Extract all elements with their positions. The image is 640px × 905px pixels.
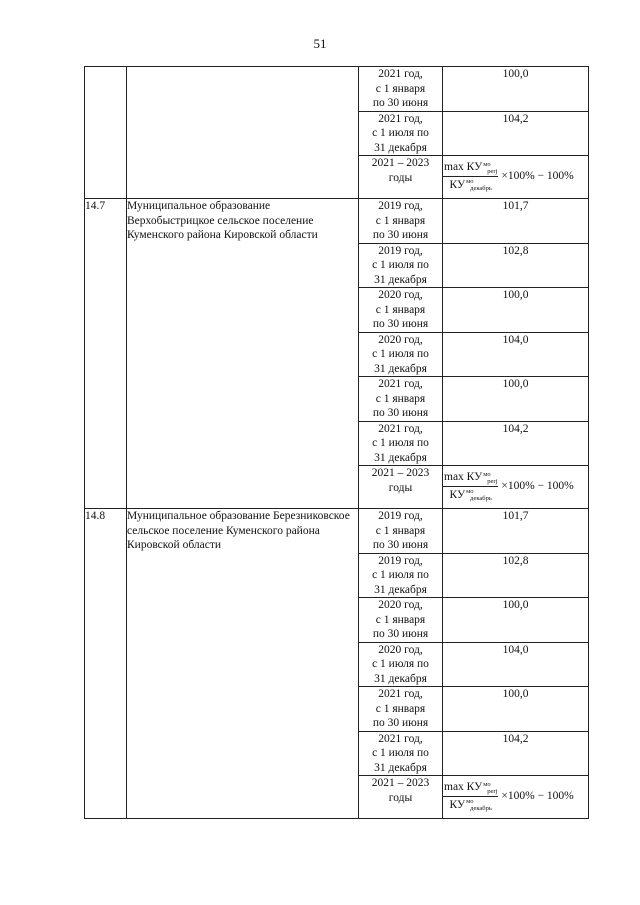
municipality-cell (127, 67, 359, 199)
formula-sup: мо (483, 780, 491, 788)
table-row (85, 67, 589, 112)
period-line: с 1 июля по (372, 569, 429, 581)
value-cell: 101,7 (443, 199, 589, 244)
formula-numerator: max КУ мо perj (444, 780, 498, 795)
formula-sup: мо (483, 160, 491, 168)
period-cell (359, 377, 443, 422)
municipality-cell: Муниципальное образование Верхобыстрицкое сельское поселение Куменского района Кировской области (127, 199, 359, 509)
formula-sup: мо (466, 487, 474, 495)
formula-sub: декабрь (470, 184, 492, 192)
value-cell: 100,0 (443, 377, 589, 422)
period-line: по 30 июня (372, 628, 429, 640)
period-line: с 1 января (375, 82, 426, 95)
value-cell (443, 776, 589, 819)
index-formula (443, 466, 588, 506)
index-formula (443, 776, 588, 816)
period-line: 31 декабря (374, 362, 427, 375)
period-line: 2021 год, (378, 112, 423, 125)
formula-denominator: КУ мо декабрь (449, 797, 492, 812)
period-cell (359, 509, 443, 554)
period-line: 31 декабря (374, 761, 427, 774)
formula-sub: декабрь (470, 804, 492, 812)
period-line: 2020 год, (378, 599, 423, 611)
period-line: с 1 января (375, 214, 426, 227)
value-cell: 101,7 (443, 509, 589, 554)
period-line: с 1 июля по (372, 437, 429, 449)
formula-fraction (443, 160, 498, 192)
period-cell (359, 776, 443, 819)
period-line: с 1 января (375, 702, 426, 715)
period-cell (359, 111, 443, 156)
value-cell (443, 466, 589, 509)
period-line: 2020 год, (378, 333, 423, 346)
period-cell (359, 332, 443, 377)
tariff-index-table (84, 66, 589, 819)
item-number-cell: 14.7 (85, 199, 127, 509)
period-line: 31 декабря (374, 672, 427, 685)
period-cell (359, 466, 443, 509)
formula-numerator: max КУ мо perj (444, 160, 498, 175)
value-cell: 100,0 (443, 687, 589, 732)
period-line: 31 декабря (374, 583, 427, 596)
period-line: годы (388, 791, 413, 804)
period-line: 31 декабря (374, 273, 427, 286)
period-cell (359, 156, 443, 199)
formula-denominator-indices (466, 798, 492, 812)
value-cell (443, 156, 589, 199)
formula-fraction (443, 780, 498, 812)
formula-denominator: КУ мо декабрь (449, 177, 492, 192)
formula-sub: perj (487, 477, 498, 485)
period-line: по 30 июня (372, 229, 429, 241)
period-line: с 1 июля по (372, 348, 429, 360)
value-cell: 100,0 (443, 598, 589, 643)
page-number: 51 (313, 36, 327, 51)
period-cell (359, 598, 443, 643)
period-line: с 1 июля по (372, 747, 429, 759)
item-number-cell (85, 67, 127, 199)
period-line: 2021 – 2023 (371, 777, 430, 789)
period-cell (359, 421, 443, 466)
period-line: 2021 год, (378, 422, 423, 435)
period-line: 2019 год, (378, 200, 423, 212)
item-number-cell: 14.8 (85, 509, 127, 819)
period-cell (359, 731, 443, 776)
formula-tail: ×100% − 100% (501, 789, 574, 802)
municipality-cell: Муниципальное образование Березниковское сельское поселение Куменского района Кировской области (127, 509, 359, 819)
formula-numerator-indices (483, 781, 497, 795)
period-cell (359, 199, 443, 244)
index-formula (443, 156, 588, 196)
period-line: с 1 июля по (372, 127, 429, 139)
period-line: 2020 год, (378, 289, 423, 301)
value-cell: 104,2 (443, 731, 589, 776)
period-line: по 30 июня (372, 717, 429, 729)
value-cell: 104,2 (443, 111, 589, 156)
period-line: с 1 июля по (372, 658, 429, 670)
formula-sup: мо (483, 470, 491, 478)
formula-tail: ×100% − 100% (501, 479, 574, 492)
period-cell (359, 67, 443, 112)
period-line: с 1 января (375, 524, 426, 537)
period-line: 31 декабря (374, 451, 427, 464)
period-line: 2019 год, (378, 554, 423, 567)
period-line: годы (388, 481, 413, 494)
period-line: по 30 июня (372, 318, 429, 330)
period-line: по 30 июня (372, 97, 429, 109)
formula-sup: мо (466, 177, 474, 185)
period-line: с 1 июля по (372, 259, 429, 271)
period-line: годы (388, 171, 413, 184)
formula-denominator-indices (466, 178, 492, 192)
formula-tail: ×100% − 100% (501, 169, 574, 182)
period-line: по 30 июня (372, 407, 429, 419)
value-cell: 104,0 (443, 642, 589, 687)
value-cell: 100,0 (443, 67, 589, 112)
period-cell (359, 243, 443, 288)
period-line: с 1 января (375, 392, 426, 405)
formula-numerator-indices (483, 161, 497, 175)
period-cell (359, 288, 443, 333)
period-line: с 1 января (375, 613, 426, 626)
period-line: с 1 января (375, 303, 426, 316)
period-line: по 30 июня (372, 539, 429, 551)
period-line: 2021 год, (378, 378, 423, 390)
formula-denominator: КУ мо декабрь (449, 487, 492, 502)
period-line: 2019 год, (378, 510, 423, 522)
period-cell (359, 687, 443, 732)
value-cell: 102,8 (443, 243, 589, 288)
value-cell: 100,0 (443, 288, 589, 333)
formula-sup: мо (466, 797, 474, 805)
formula-numerator-indices (483, 471, 497, 485)
formula-fraction (443, 470, 498, 502)
table-row (85, 199, 589, 244)
period-line: 2021 – 2023 (371, 467, 430, 479)
formula-sub: perj (487, 787, 498, 795)
formula-sub: perj (487, 167, 498, 175)
formula-denominator-indices (466, 488, 492, 502)
period-line: 2021 год, (378, 732, 423, 745)
period-line: 2021 – 2023 (371, 157, 430, 169)
value-cell: 104,2 (443, 421, 589, 466)
period-line: 2019 год, (378, 244, 423, 257)
period-line: 2020 год, (378, 643, 423, 656)
value-cell: 104,0 (443, 332, 589, 377)
formula-numerator: max КУ мо perj (444, 470, 498, 485)
period-line: 31 декабря (374, 141, 427, 154)
table-row (85, 509, 589, 554)
period-cell (359, 642, 443, 687)
formula-sub: декабрь (470, 494, 492, 502)
period-line: 2021 год, (378, 68, 423, 80)
period-line: 2021 год, (378, 688, 423, 700)
value-cell: 102,8 (443, 553, 589, 598)
period-cell (359, 553, 443, 598)
